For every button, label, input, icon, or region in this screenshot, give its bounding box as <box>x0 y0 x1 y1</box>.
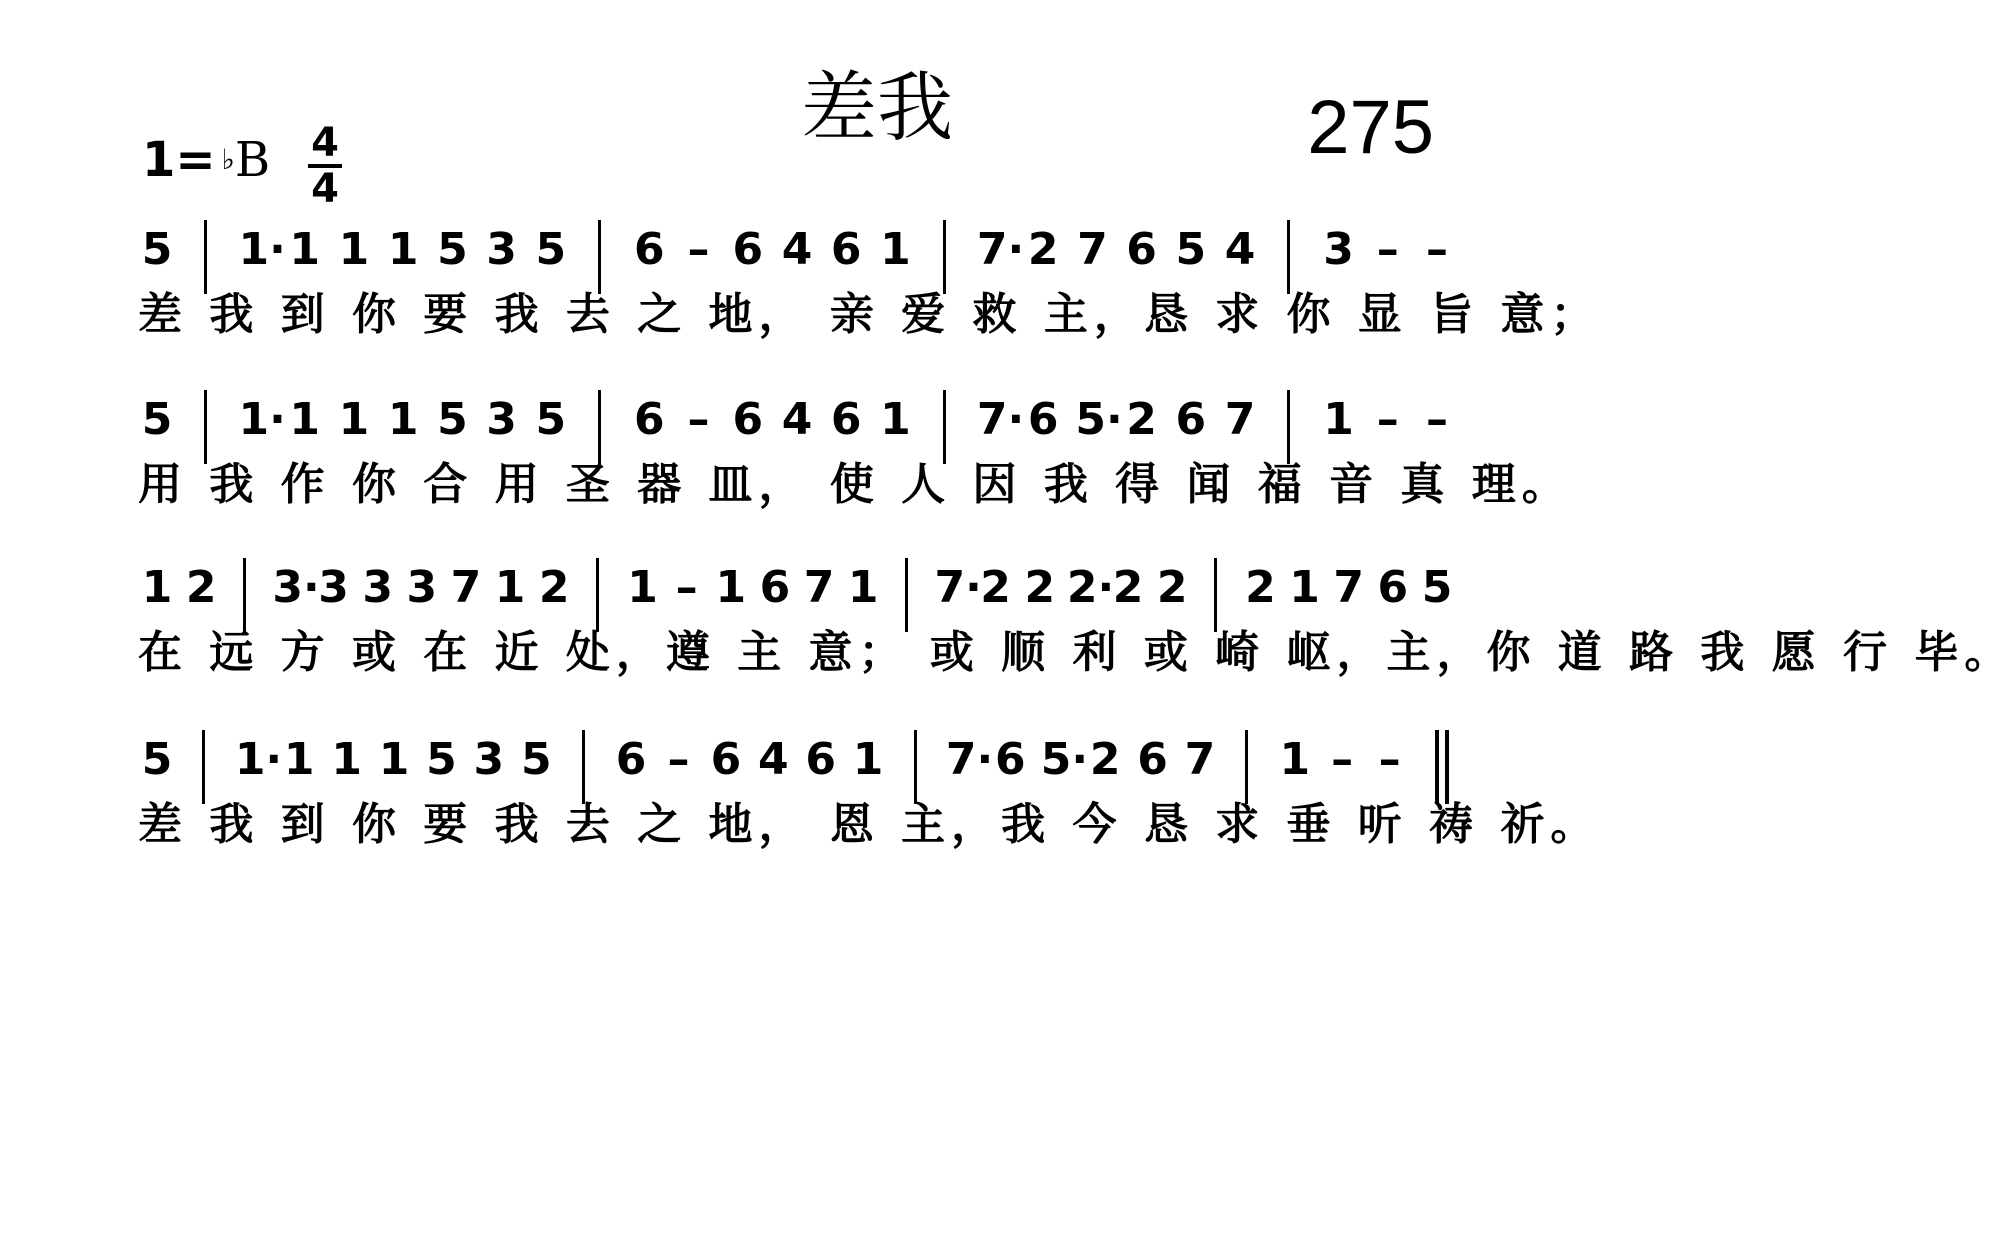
note: 2 <box>1156 562 1188 613</box>
barline <box>943 390 946 464</box>
note: 5· <box>1040 734 1089 785</box>
barline <box>1214 558 1217 632</box>
note: 5 <box>1421 562 1453 613</box>
note: 1 <box>715 562 747 613</box>
note: 7 <box>803 562 835 613</box>
note: 1 <box>880 394 911 445</box>
note: 3 <box>486 224 517 275</box>
note: 2 <box>1024 562 1056 613</box>
lyrics-line: 用 我 作 你 合 用 圣 器 皿， 使 人 因 我 得 闻 福 音 真 理。 <box>138 459 1572 510</box>
barline <box>1245 730 1248 804</box>
final-barline <box>1435 730 1439 804</box>
note: 5 <box>437 394 468 445</box>
note: 3 <box>473 734 505 785</box>
hymn-title: 差我 <box>801 63 953 152</box>
note: 7· <box>934 562 982 613</box>
note: 7 <box>1224 394 1256 445</box>
note: 2 <box>1089 734 1121 785</box>
barline <box>596 558 599 632</box>
note: 5 <box>1175 224 1207 275</box>
note: 5 <box>535 394 567 445</box>
note-dash: – <box>1426 224 1448 275</box>
note: 6 <box>615 734 647 785</box>
barline <box>204 220 207 294</box>
note-dash: – <box>667 734 690 785</box>
note: 3· <box>272 562 320 613</box>
lyrics-line: 差 我 到 你 要 我 去 之 地， 恩 主，我 今 恳 求 垂 听 祷 祈。 <box>138 799 1601 850</box>
note-dash: – <box>1376 224 1399 275</box>
note: 2 <box>538 562 570 613</box>
note: 1 <box>387 394 419 445</box>
note: 2 <box>1126 394 1157 445</box>
note: 6 <box>1377 562 1409 613</box>
note: 6 <box>805 734 837 785</box>
note: 2· <box>1066 562 1115 613</box>
note: 1 <box>880 224 911 275</box>
note: 6 <box>830 224 862 275</box>
barline <box>943 220 946 294</box>
note: 7 <box>1077 224 1108 275</box>
time-top: 4 <box>311 120 339 166</box>
note: 6 <box>732 394 764 445</box>
note: 2 <box>1112 562 1144 613</box>
note: 4 <box>1224 224 1256 275</box>
note: 6 <box>995 734 1026 785</box>
note: 6 <box>732 224 764 275</box>
note: 1 <box>1289 562 1320 613</box>
key-signature <box>142 130 284 190</box>
note: 5· <box>1075 394 1123 445</box>
note: 6 <box>1126 224 1157 275</box>
note: 1 <box>378 734 410 785</box>
note: 1 <box>627 562 658 613</box>
key-prefix: 1= <box>142 132 216 188</box>
note: 1· <box>234 734 283 785</box>
note: 6 <box>1175 394 1207 445</box>
barline <box>598 390 601 464</box>
note: 1 <box>1323 394 1354 445</box>
note: 6 <box>633 394 665 445</box>
note: 6 <box>1027 394 1059 445</box>
note: 4 <box>781 394 813 445</box>
note: 2 <box>1027 224 1059 275</box>
note: 1 <box>141 562 173 613</box>
note-dash: – <box>1426 394 1448 445</box>
barline <box>243 558 246 632</box>
note: 7 <box>450 562 482 613</box>
note: 5 <box>141 734 173 785</box>
note-dash: – <box>687 394 710 445</box>
note: 7· <box>976 224 1025 275</box>
note: 5 <box>141 224 173 275</box>
note: 6 <box>1137 734 1168 785</box>
lyrics-line: 在 远 方 或 在 近 处，遵 主 意； 或 顺 利 或 崎 岖，主，你 道 路 我 愿 行 毕。 <box>138 627 2014 678</box>
note: 7· <box>976 394 1025 445</box>
barline <box>905 558 908 632</box>
note: 7 <box>1333 562 1365 613</box>
barline <box>1287 390 1290 464</box>
note: 1 <box>338 394 370 445</box>
note: 2 <box>980 562 1011 613</box>
note: 7· <box>945 734 994 785</box>
flat-symbol: ♭ <box>221 143 235 176</box>
note: 4 <box>781 224 813 275</box>
lyrics-line: 差 我 到 你 要 我 去 之 地， 亲 爱 救 主，恳 求 你 显 旨 意； <box>138 289 1601 340</box>
note: 1 <box>289 224 320 275</box>
barline <box>1287 220 1290 294</box>
barline <box>582 730 585 804</box>
barline <box>914 730 917 804</box>
note: 1 <box>847 562 879 613</box>
note: 6 <box>830 394 862 445</box>
hymn-number: 275 <box>1307 85 1434 170</box>
note: 1 <box>283 734 315 785</box>
note: 1 <box>331 734 362 785</box>
time-bottom: 4 <box>308 164 342 210</box>
note: 6 <box>759 562 791 613</box>
note: 5 <box>520 734 552 785</box>
note: 7 <box>1184 734 1216 785</box>
note-dash: – <box>1376 394 1399 445</box>
note: 1 <box>852 734 884 785</box>
note: 1 <box>387 224 419 275</box>
time-signature <box>308 122 342 210</box>
note: 4 <box>757 734 789 785</box>
note: 1· <box>238 394 286 445</box>
note: 1· <box>238 224 286 275</box>
key-note: B <box>234 132 271 188</box>
note: 1 <box>494 562 526 613</box>
note: 2 <box>1245 562 1276 613</box>
note: 1 <box>338 224 370 275</box>
note: 5 <box>437 224 468 275</box>
note-dash: – <box>1331 734 1354 785</box>
note: 5 <box>426 734 457 785</box>
note: 1 <box>289 394 320 445</box>
barline <box>598 220 601 294</box>
note-dash: – <box>1378 734 1401 785</box>
note: 3 <box>362 562 393 613</box>
note-dash: – <box>687 224 710 275</box>
barline <box>204 390 207 464</box>
note: 5 <box>535 224 567 275</box>
note: 3 <box>318 562 349 613</box>
note: 2 <box>185 562 217 613</box>
note: 1 <box>1279 734 1311 785</box>
note: 6 <box>633 224 665 275</box>
note: 3 <box>486 394 517 445</box>
note: 5 <box>141 394 173 445</box>
barline <box>202 730 205 804</box>
note-dash: – <box>675 562 698 613</box>
note: 3 <box>406 562 438 613</box>
note: 6 <box>710 734 742 785</box>
note: 3 <box>1323 224 1354 275</box>
